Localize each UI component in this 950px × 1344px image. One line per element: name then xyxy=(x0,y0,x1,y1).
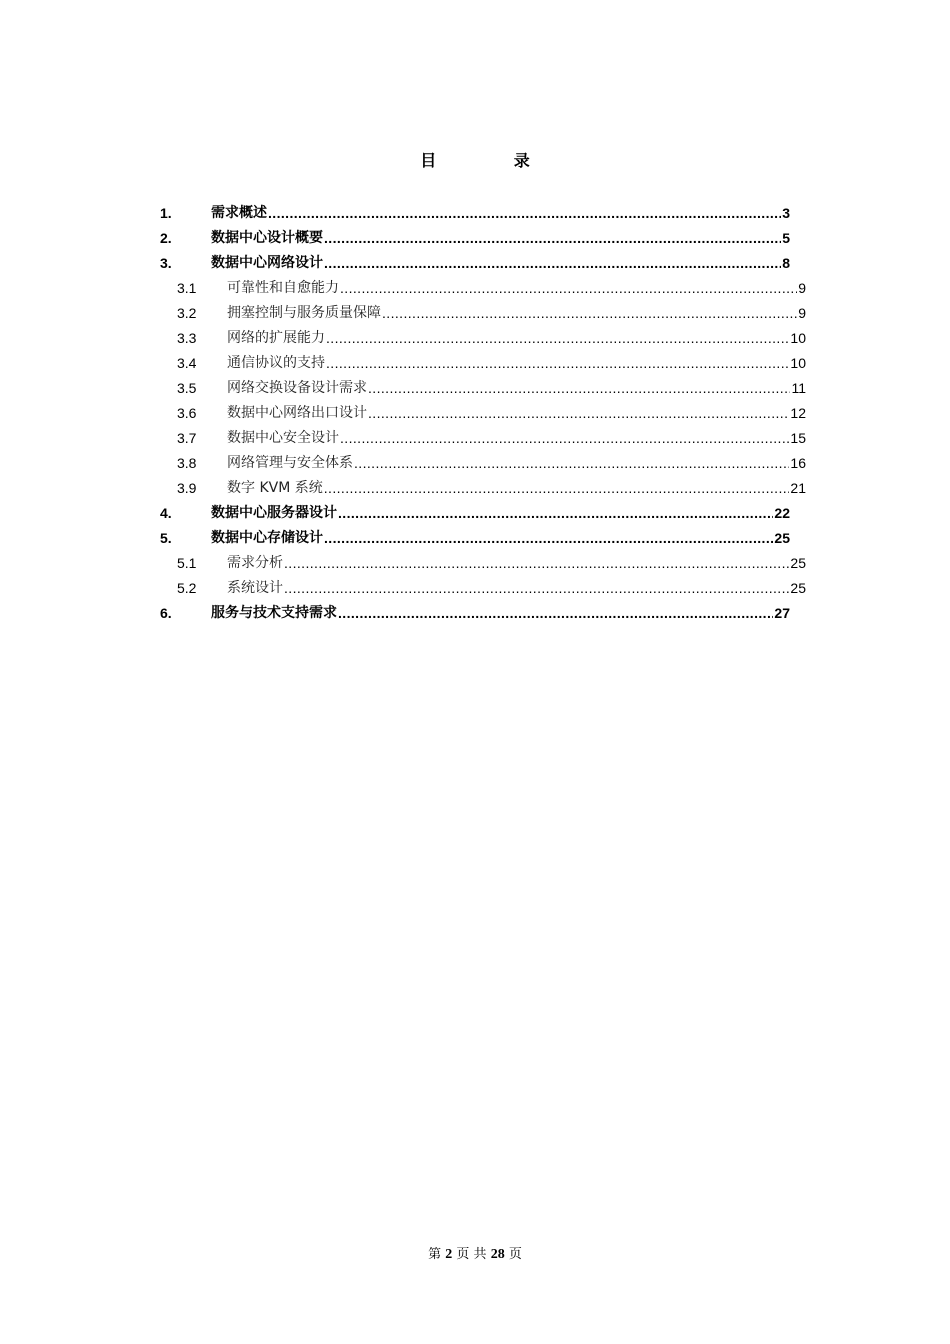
toc-entry[interactable] xyxy=(160,574,806,599)
toc-entry[interactable] xyxy=(160,224,790,249)
toc-leader-dots xyxy=(324,229,781,247)
toc-entry-page: 3 xyxy=(782,205,790,221)
toc-entry[interactable] xyxy=(160,424,806,449)
toc-entry-number: 3.6 xyxy=(177,405,197,421)
toc-entry-page: 10 xyxy=(790,330,806,346)
toc-leader-dots xyxy=(354,454,789,472)
toc-entry-number: 3. xyxy=(160,255,172,271)
toc-entry-title: 网络管理与安全体系 xyxy=(227,455,353,471)
toc-entry-number: 3.5 xyxy=(177,380,197,396)
toc-leader-dots xyxy=(324,529,773,547)
toc-title: 目 录 xyxy=(420,151,566,170)
toc-entry-page: 22 xyxy=(774,505,790,521)
toc-entry-number: 5.1 xyxy=(177,555,197,571)
footer-middle: 页 共 xyxy=(456,1247,487,1262)
toc-entry-title: 拥塞控制与服务质量保障 xyxy=(227,305,381,321)
toc-entry-title: 通信协议的支持 xyxy=(227,355,325,371)
toc-entry-title: 可靠性和自愈能力 xyxy=(227,280,339,296)
toc-entry[interactable] xyxy=(160,274,806,299)
footer-suffix: 页 xyxy=(508,1247,522,1262)
toc-entry-number: 4. xyxy=(160,505,172,521)
toc-leader-dots xyxy=(340,279,797,297)
toc-entry-page: 12 xyxy=(790,405,806,421)
toc-entry-title: 需求分析 xyxy=(227,555,283,571)
toc-entry-page: 25 xyxy=(790,555,806,571)
toc-entry[interactable] xyxy=(160,549,806,574)
toc-entry-title: 数字 KVM 系统 xyxy=(227,480,323,496)
table-of-contents xyxy=(160,199,810,624)
footer-prefix: 第 xyxy=(428,1247,442,1262)
toc-entry-number: 5.2 xyxy=(177,580,197,596)
toc-entry-title: 系统设计 xyxy=(227,580,283,596)
toc-entry[interactable] xyxy=(160,474,806,499)
toc-entry[interactable] xyxy=(160,599,790,624)
toc-entry-page: 11 xyxy=(791,380,806,396)
toc-entry[interactable] xyxy=(160,199,790,224)
toc-entry-page: 27 xyxy=(774,605,790,621)
toc-leader-dots xyxy=(284,579,789,597)
page-footer xyxy=(0,1246,950,1264)
toc-leader-dots xyxy=(324,479,790,497)
toc-entry-title: 需求概述 xyxy=(211,205,267,221)
toc-entry[interactable] xyxy=(160,249,790,274)
toc-entry-title: 服务与技术支持需求 xyxy=(211,605,337,621)
toc-leader-dots xyxy=(338,604,773,622)
toc-entry-page: 9 xyxy=(798,305,806,321)
toc-entry-number: 2. xyxy=(160,230,172,246)
toc-entry-number: 5. xyxy=(160,530,172,546)
toc-entry[interactable] xyxy=(160,524,790,549)
toc-entry[interactable] xyxy=(160,349,806,374)
toc-entry-title: 网络的扩展能力 xyxy=(227,330,325,346)
toc-entry-title: 数据中心服务器设计 xyxy=(211,505,337,521)
toc-entry-title: 网络交换设备设计需求 xyxy=(227,380,367,396)
toc-entry-number: 6. xyxy=(160,605,172,621)
toc-entry-title: 数据中心设计概要 xyxy=(211,230,323,246)
toc-entry-number: 3.3 xyxy=(177,330,197,346)
toc-entry-title: 数据中心存储设计 xyxy=(211,530,323,546)
toc-leader-dots xyxy=(382,304,797,322)
toc-entry-number: 3.2 xyxy=(177,305,197,321)
toc-entry-page: 15 xyxy=(790,430,806,446)
toc-entry-title: 数据中心网络出口设计 xyxy=(227,405,367,421)
toc-entry-number: 3.7 xyxy=(177,430,197,446)
toc-entry-page: 5 xyxy=(782,230,790,246)
toc-entry-page: 21 xyxy=(790,480,806,496)
toc-entry[interactable] xyxy=(160,399,806,424)
toc-entry-page: 8 xyxy=(782,255,790,271)
toc-entry-page: 16 xyxy=(790,455,806,471)
toc-entry-page: 10 xyxy=(790,355,806,371)
toc-leader-dots xyxy=(268,204,781,222)
toc-entry-number: 3.9 xyxy=(177,480,197,496)
toc-entry-page: 25 xyxy=(790,580,806,596)
toc-leader-dots xyxy=(368,404,789,422)
toc-entry-title: 数据中心网络设计 xyxy=(211,255,323,271)
toc-entry-number: 1. xyxy=(160,205,172,221)
toc-entry[interactable] xyxy=(160,324,806,349)
toc-leader-dots xyxy=(324,254,781,272)
toc-entry[interactable] xyxy=(160,374,806,399)
toc-leader-dots xyxy=(284,554,789,572)
toc-leader-dots xyxy=(326,354,789,372)
footer-current-page: 2 xyxy=(445,1247,453,1262)
toc-entry-number: 3.8 xyxy=(177,455,197,471)
toc-leader-dots xyxy=(340,429,789,447)
toc-entry-number: 3.1 xyxy=(177,280,197,296)
toc-leader-dots xyxy=(338,504,773,522)
toc-leader-dots xyxy=(368,379,790,397)
toc-leader-dots xyxy=(326,329,789,347)
footer-total-pages: 28 xyxy=(490,1247,505,1262)
toc-entry-page: 25 xyxy=(774,530,790,546)
toc-entry-number: 3.4 xyxy=(177,355,197,371)
toc-entry-title: 数据中心安全设计 xyxy=(227,430,339,446)
toc-entry-page: 9 xyxy=(798,280,806,296)
toc-entry[interactable] xyxy=(160,499,790,524)
toc-entry[interactable] xyxy=(160,299,806,324)
toc-entry[interactable] xyxy=(160,449,806,474)
